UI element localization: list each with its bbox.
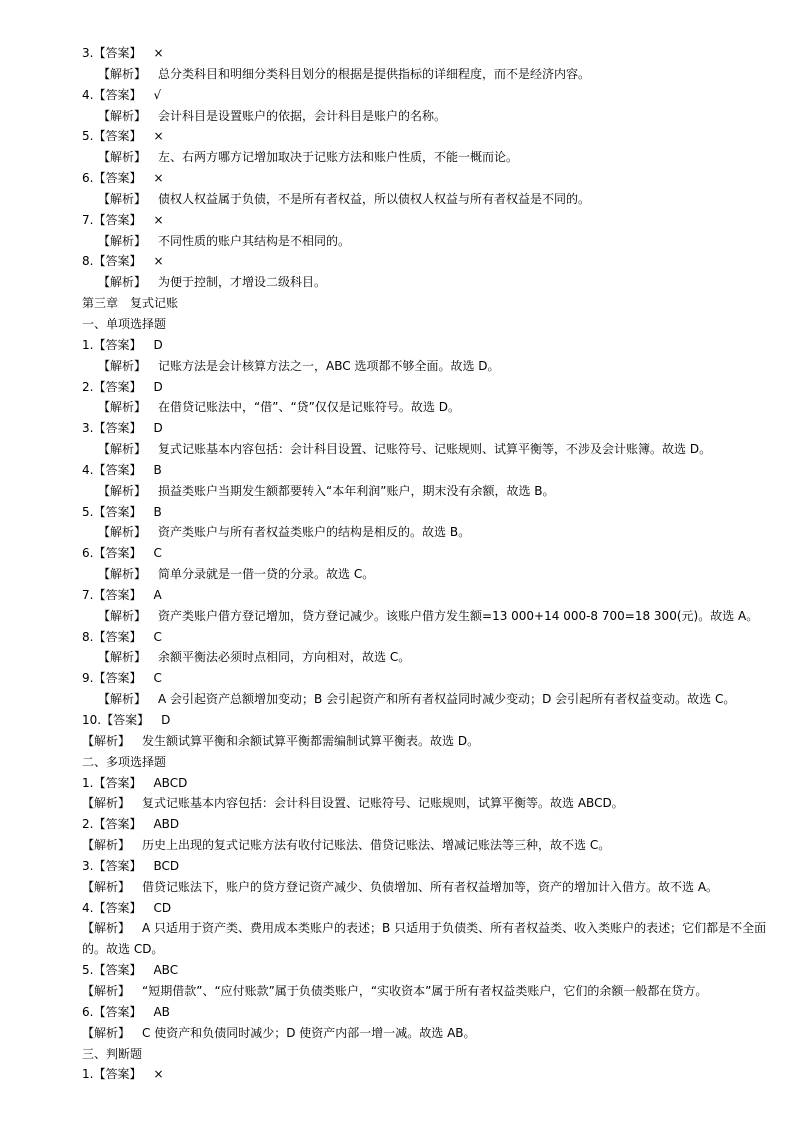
section-title: 二、多项选择题: [82, 754, 167, 769]
section-title: 一、单项选择题: [82, 316, 167, 331]
answer-line: 4.【答案】 CD: [82, 900, 172, 915]
analysis-line: 【解析】 发生额试算平衡和余额试算平衡都需编制试算平衡表。故选 D。: [82, 733, 480, 748]
analysis-line: 【解析】 余额平衡法必须时点相同，方向相对，故选 C。: [98, 650, 411, 665]
answer-line: 5.【答案】 B: [82, 504, 162, 519]
answer-line: 6.【答案】 C: [82, 546, 162, 561]
answer-line: 7.【答案】 ×: [82, 212, 164, 227]
answer-line: 3.【答案】 BCD: [82, 858, 180, 873]
analysis-line: 【解析】 损益类账户当期发生额都要转入“本年利润”账户，期末没有余额，故选 B。: [98, 483, 555, 498]
section-title: 三、判断题: [82, 1046, 143, 1061]
analysis-line: 【解析】 资产类账户与所有者权益类账户的结构是相反的。故选 B。: [98, 525, 471, 540]
answer-line: 1.【答案】 D: [82, 337, 163, 352]
analysis-line: 【解析】 债权人权益属于负债，不是所有者权益，所以债权人权益与所有者权益是不同的。: [98, 191, 591, 206]
answer-line: 2.【答案】 D: [82, 379, 163, 394]
analysis-line: 【解析】 不同性质的账户其结构是不相同的。: [98, 233, 351, 248]
analysis-line: 【解析】 记账方法是会计核算方法之一，ABC 选项都不够全面。故选 D。: [98, 358, 500, 373]
answer-line: 1.【答案】 ABCD: [82, 775, 188, 790]
analysis-line: 【解析】 复式记账基本内容包括：会计科目设置、记账符号、记账规则、试算平衡等，不涉及会计账簿。故选 D。: [98, 442, 712, 457]
analysis-line: 【解析】 C 使资产和负债同时减少；D 使资产内部一增一减。故选 AB。: [82, 1025, 476, 1040]
analysis-line: 【解析】 为便于控制，才增设二级科目。: [98, 275, 327, 290]
answer-line: 2.【答案】 ABD: [82, 817, 180, 832]
analysis-line: 【解析】 历史上出现的复式记账方法有收付记账法、借贷记账法、增减记账法等三种，故不选 C。: [82, 838, 611, 853]
answer-line: 5.【答案】 ABC: [82, 963, 179, 978]
analysis-line: 【解析】 简单分录就是一借一贷的分录。故选 C。: [98, 567, 375, 582]
analysis-line: 【解析】 左、右两方哪方记增加取决于记账方法和账户性质，不能一概而论。: [98, 150, 519, 165]
answer-line: 3.【答案】 D: [82, 421, 163, 436]
analysis-line: 【解析】 会计科目是设置账户的依据，会计科目是账户的名称。: [98, 108, 447, 123]
answer-line: 7.【答案】 A: [82, 587, 162, 602]
answer-line: 5.【答案】 ×: [82, 129, 164, 144]
analysis-line: 【解析】 A 只适用于资产类、费用成本类账户的表述；B 只适用于负债类、所有者权益类、收入类账户的表述；它们都是不全面的。故选 CD。: [82, 921, 767, 957]
analysis-line: 【解析】 总分类科目和明细分类科目划分的根据是提供指标的详细程度，而不是经济内容。: [98, 66, 591, 81]
answer-line: 8.【答案】 ×: [82, 254, 164, 269]
document-page: [82, 43, 772, 1085]
analysis-line: 【解析】 资产类账户借方登记增加，贷方登记减少。该账户借方发生额=13 000+14 000-8 700=18 300(元)。故选 A。: [98, 608, 759, 623]
answer-line: 6.【答案】 AB: [82, 1004, 170, 1019]
answer-line: 1.【答案】 ×: [82, 1067, 164, 1082]
answer-line: 9.【答案】 C: [82, 671, 162, 686]
chapter-title: 第三章 复式记账: [82, 296, 179, 311]
answer-line: 4.【答案】 √: [82, 87, 162, 102]
analysis-line: 【解析】 A 会引起资产总额增加变动；B 会引起资产和所有者权益同时减少变动；D 会引起所有者权益变动。故选 C。: [98, 692, 736, 707]
analysis-line: 【解析】 复式记账基本内容包括：会计科目设置、记账符号、记账规则，试算平衡等。故选 ABCD。: [82, 796, 624, 811]
answer-line: 4.【答案】 B: [82, 462, 162, 477]
answer-line: 8.【答案】 C: [82, 629, 162, 644]
analysis-line: 【解析】 在借贷记账法中，“借”、“贷”仅仅是记账符号。故选 D。: [98, 400, 460, 415]
answer-line: 6.【答案】 ×: [82, 171, 164, 186]
analysis-line: 【解析】 “短期借款”、“应付账款”属于负债类账户，“实收资本”属于所有者权益类账户，它们的余额一般都在贷方。: [82, 983, 708, 998]
answer-line: 3.【答案】 ×: [82, 46, 164, 60]
analysis-line: 【解析】 借贷记账法下，账户的贷方登记资产减少、负债增加、所有者权益增加等，资产的增加计入借方。故不选 A。: [82, 879, 719, 894]
answer-line: 10.【答案】 D: [82, 713, 171, 727]
